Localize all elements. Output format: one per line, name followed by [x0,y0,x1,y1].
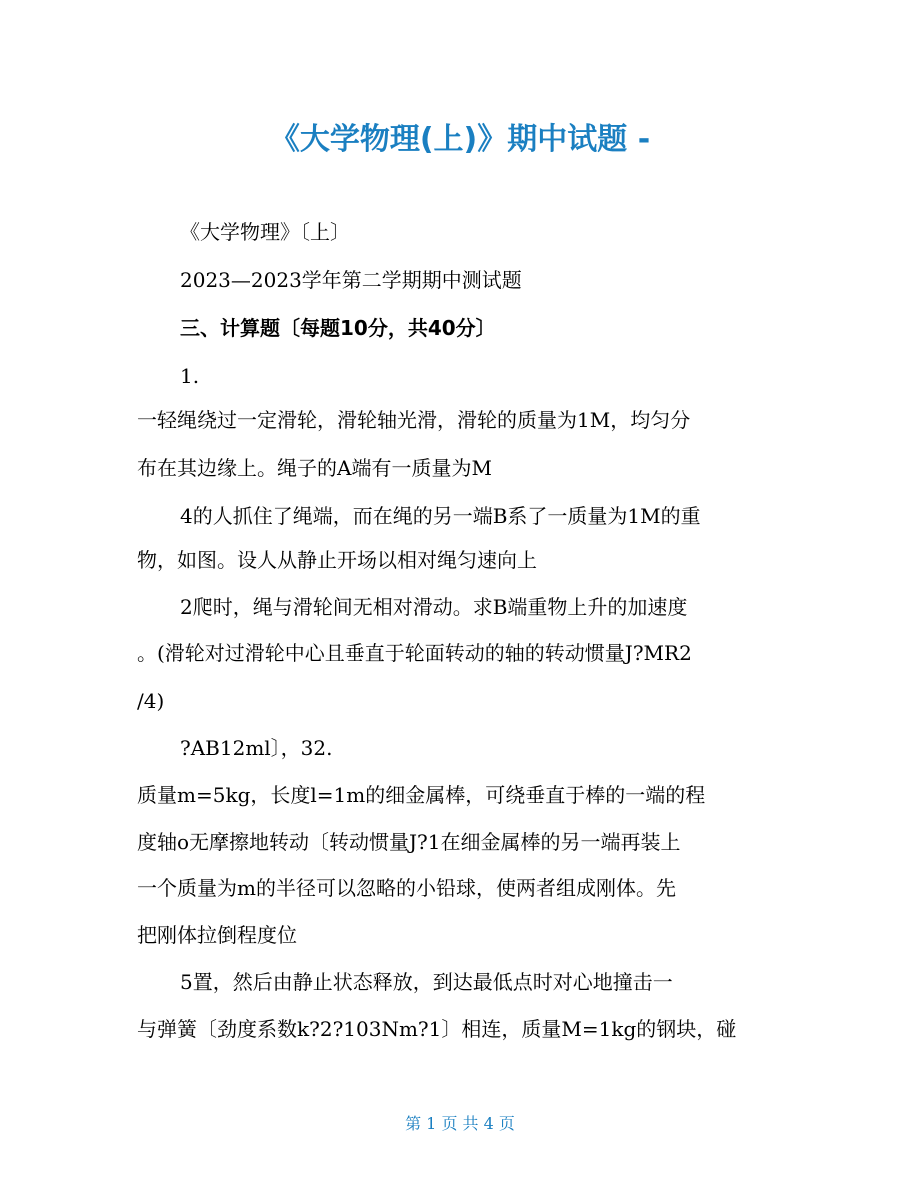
subject-line: 《大学物理》〔上〕 [180,220,350,244]
body-line: ?AB12ml〕，32. [180,736,333,760]
body-line: /4) [137,689,165,713]
body-line: 布在其边缘上。绳子的A端有一质量为M [137,456,492,480]
body-line: 一个质量为m的半径可以忽略的小铅球，使两者组成刚体。先 [137,876,676,900]
body-line: 度轴o无摩擦地转动〔转动惯量J?1在细金属棒的另一端再装上 [137,830,681,854]
section-heading: 三、计算题〔每题10分，共40分〕 [180,316,496,340]
body-line: 2爬时，绳与滑轮间无相对滑动。求B端重物上升的加速度 [180,595,688,619]
document-title: 《大学物理(上)》期中试题 - [269,122,651,157]
body-line: 。(滑轮对过滑轮中心且垂直于轮面转动的轴的转动惯量J?MR2 [137,641,692,665]
body-line: 物，如图。设人从静止开场以相对绳匀速向上 [137,548,537,572]
body-line: 把刚体拉倒程度位 [137,923,297,947]
body-line: 与弹簧〔劲度系数k?2?103Nm?1〕相连，质量M=1kg的钢块，碰 [137,1017,737,1041]
body-line: 4的人抓住了绳端，而在绳的另一端B系了一质量为1M的重 [180,504,701,528]
body-line: 一轻绳绕过一定滑轮，滑轮轴光滑，滑轮的质量为1M，均匀分 [137,408,691,432]
body-line: 5置，然后由静止状态释放，到达最低点时对心地撞击一 [180,970,673,994]
body-line: 质量m=5kg，长度l=1m的细金属棒，可绕垂直于棒的一端的程 [137,783,706,807]
question-number: 1. [180,364,200,388]
page-footer: 第 1 页 共 4 页 [405,1114,515,1133]
exam-term-line: 2023—2023学年第二学期期中测试题 [180,268,522,292]
